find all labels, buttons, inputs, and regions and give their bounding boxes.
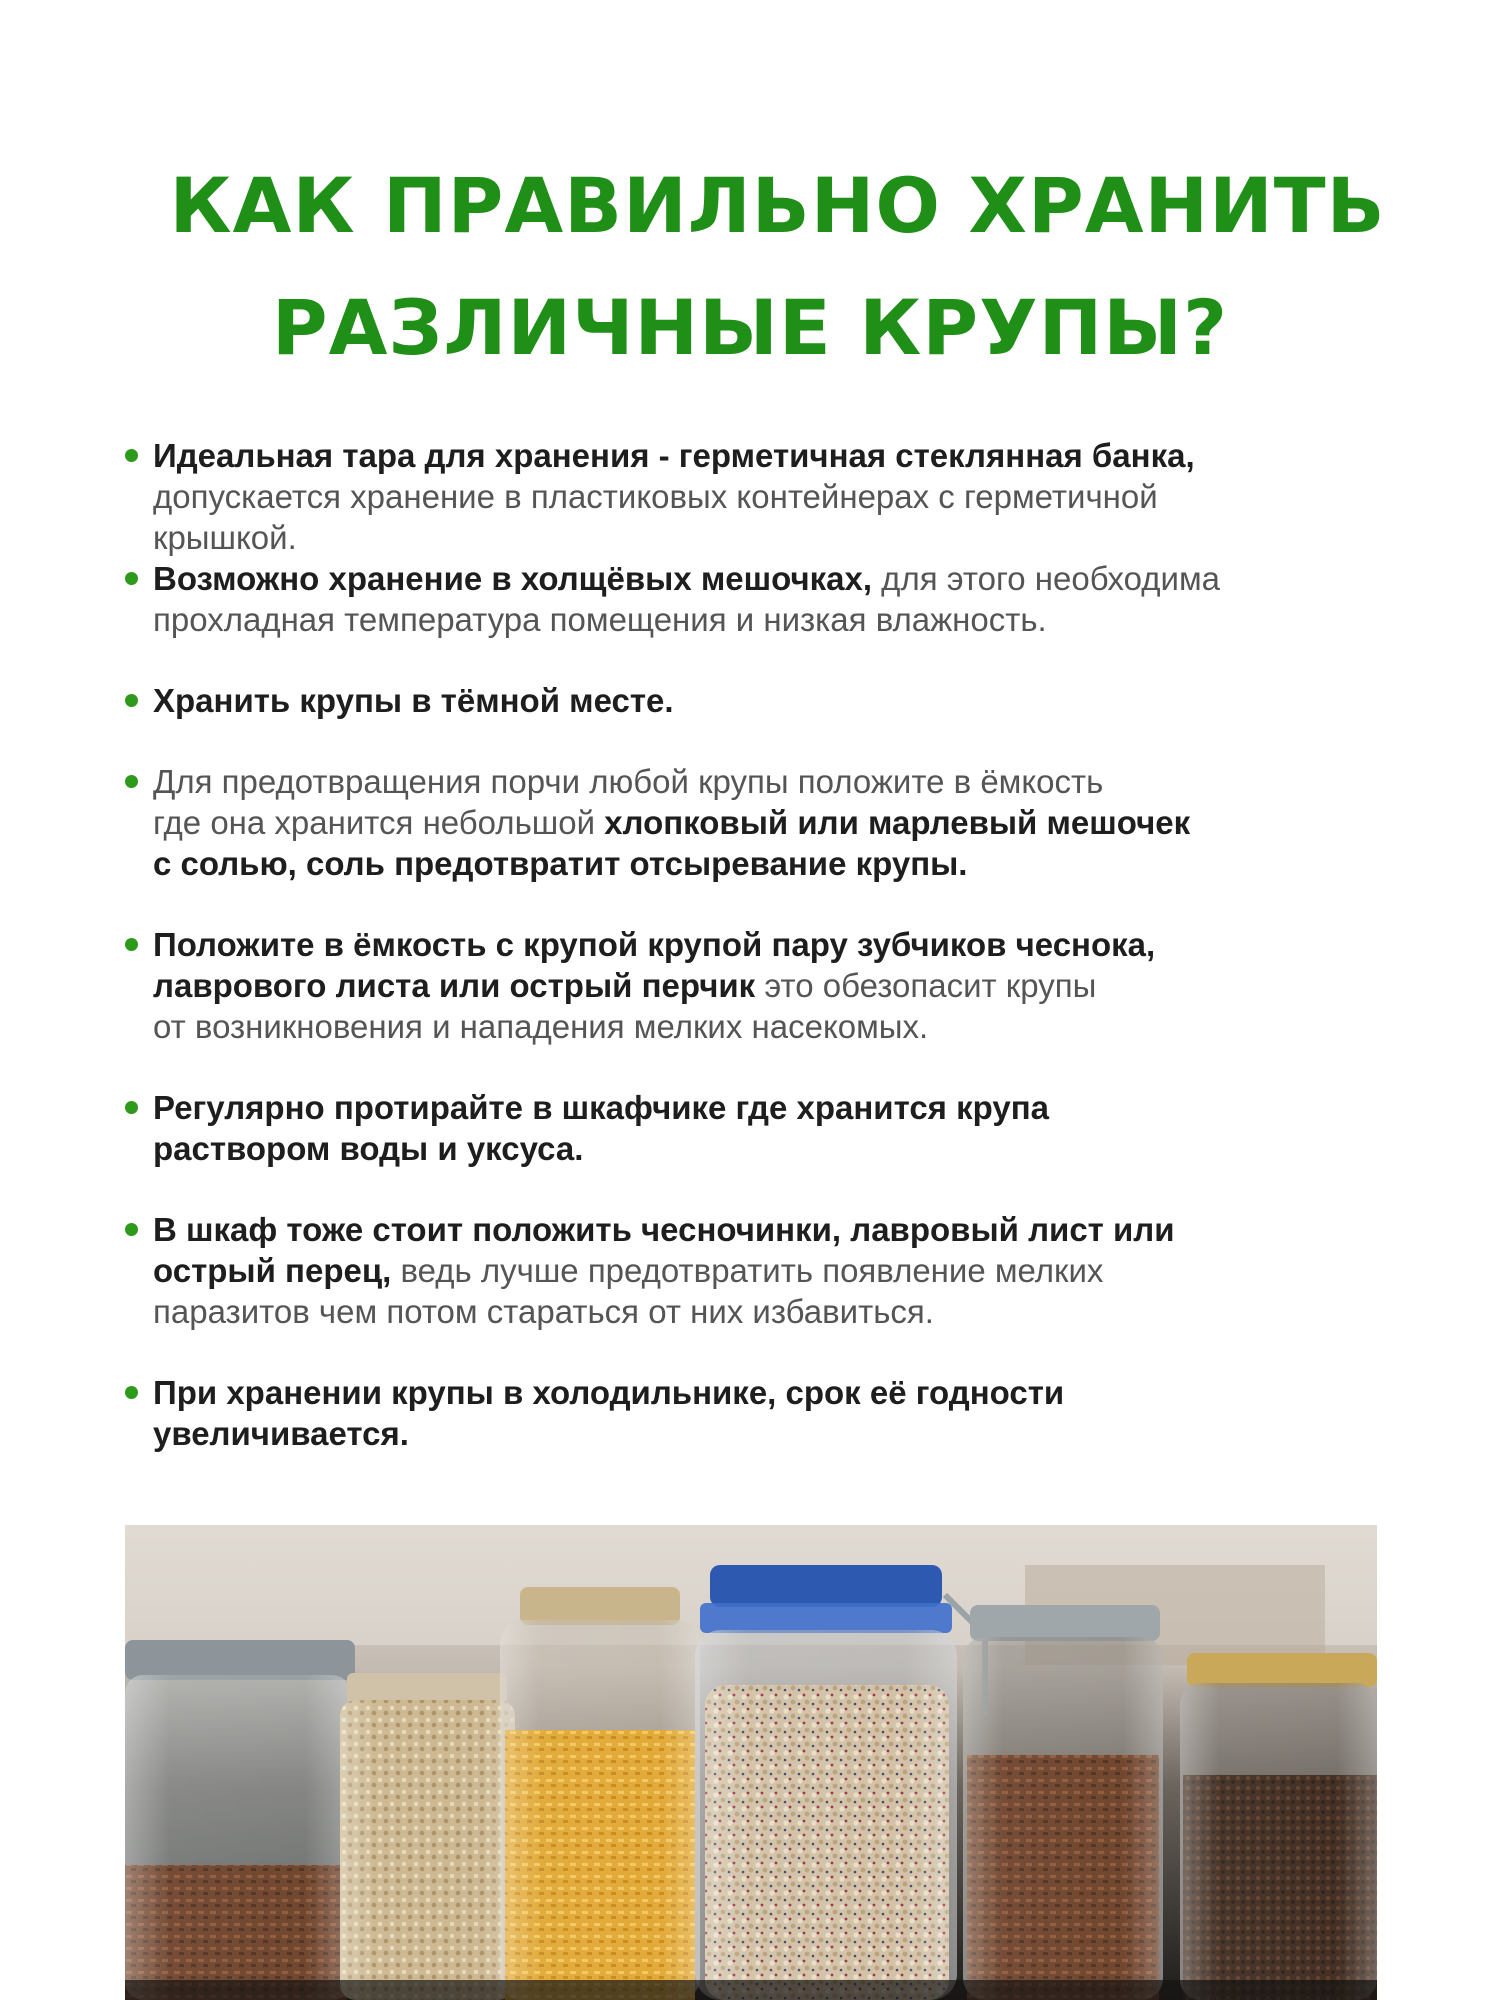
tip-regular-text: Для предотвращения порчи любой крупы положите в ёмкость [153,763,1104,800]
storage-tips-list [125,435,1405,1454]
tip-line [153,924,1405,965]
tip-line [153,761,1405,802]
bullet-dot-icon [125,694,138,707]
tip-regular-text: крышкой. [153,519,297,556]
bullet-dot-icon [125,775,138,788]
tip-regular-text: для этого необходима [872,560,1220,597]
list-item [125,558,1405,640]
jar-granola-center [695,1565,985,2000]
bullet-dot-icon [125,449,138,462]
jar-chocolate-right [1180,1653,1377,2000]
tip-line [153,1291,1405,1332]
tip-bold-text: лаврового листа или острый перчик [153,967,756,1004]
tip-regular-text: от возникновения и нападения мелких насекомых. [153,1008,929,1045]
grain-jars-illustration [125,1525,1377,2000]
list-item [125,435,1405,558]
tip-bold-text: хлопковый или марлевый мешочек [604,804,1191,841]
bullet-dot-icon [125,1101,138,1114]
tip-line [153,965,1405,1006]
page-title-line-1: КАК ПРАВИЛЬНО ХРАНИТЬ [169,161,1386,250]
list-item [125,924,1405,1047]
bullet-dot-icon [125,1223,138,1236]
tip-line [153,1087,1405,1128]
tip-bold-text: раствором воды и уксуса. [153,1130,584,1167]
tip-line [153,843,1405,884]
tip-bold-text: увеличивается. [153,1415,409,1452]
tip-line [153,476,1405,517]
list-item [125,1372,1405,1454]
tip-line [153,1209,1405,1250]
tip-regular-text: где она хранится небольшой [153,804,605,841]
tip-line [153,435,1405,476]
tip-line [153,1372,1405,1413]
tip-line [153,599,1405,640]
tip-line [153,517,1405,558]
jar-dark-flakes [963,1605,1163,2000]
tip-bold-text: Регулярно протирайте в шкафчике где хранится крупа [153,1089,1049,1126]
jar-left [125,1640,355,2000]
tip-bold-text: В шкаф тоже стоит положить чесночинки, лавровый лист или [153,1211,1175,1248]
tip-line [153,558,1405,599]
tip-line [153,802,1405,843]
tip-line [153,1250,1405,1291]
tip-bold-text: При хранении крупы в холодильнике, срок её годности [153,1374,1065,1411]
page-title [0,145,1500,389]
jar-oats-left [340,1673,515,2000]
tip-bold-text: Возможно хранение в холщёвых мешочках, [153,560,873,597]
tip-line [153,680,1405,721]
tip-line [153,1413,1405,1454]
page-title-line-2: РАЗЛИЧНЫЕ КРУПЫ? [271,283,1229,372]
tip-bold-text: Идеальная тара для хранения - герметичная стеклянная банка, [153,437,1195,474]
tip-regular-text: это обезопасит крупы [755,967,1097,1004]
list-item [125,1087,1405,1169]
tip-regular-text: паразитов чем потом стараться от них избавиться. [153,1293,934,1330]
jar-cornflakes [500,1587,700,2000]
list-item [125,680,1405,721]
tip-regular-text: прохладная температура помещения и низкая влажность. [153,601,1047,638]
bullet-dot-icon [125,572,138,585]
tip-line [153,1128,1405,1169]
list-item [125,761,1405,884]
tip-line [153,1006,1405,1047]
grain-jars-photo [125,1525,1377,2000]
tip-bold-text: с солью, соль предотвратит отсыревание крупы. [153,845,968,882]
tip-regular-text: ведь лучше предотвратить появление мелких [391,1252,1104,1289]
tip-bold-text: Положите в ёмкость с крупой крупой пару зубчиков чеснока, [153,926,1156,963]
tip-bold-text: острый перец, [153,1252,392,1289]
tip-regular-text: допускается хранение в пластиковых контейнерах с герметичной [153,478,1158,515]
bullet-dot-icon [125,938,138,951]
tip-bold-text: Хранить крупы в тёмной месте. [153,682,674,719]
list-item [125,1209,1405,1332]
bullet-dot-icon [125,1386,138,1399]
